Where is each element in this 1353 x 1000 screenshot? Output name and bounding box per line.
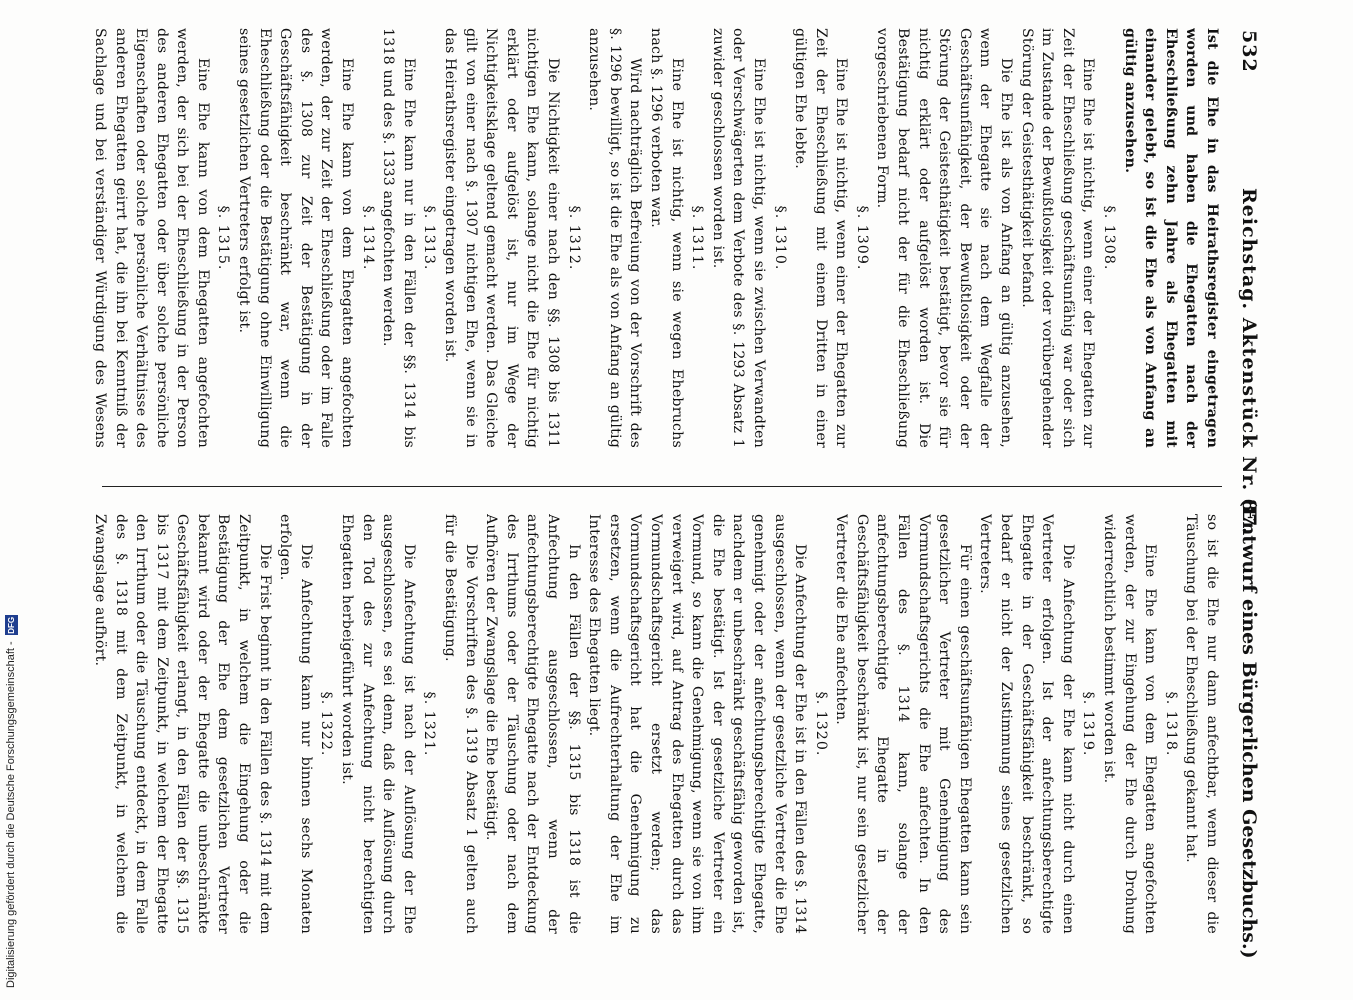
paragraph-heading: §. 1318. bbox=[1162, 691, 1179, 757]
text-paragraph: Eine Ehe ist nichtig, wenn einer der Ehegatten zur Zeit der Eheschließung mit einem Dritten in einer gültigen Ehe lebte. bbox=[792, 28, 850, 448]
digitization-credit bbox=[0, 604, 24, 988]
page-title: Reichstag. Aktenstück Nr. 87. bbox=[1238, 188, 1260, 535]
page-header bbox=[1226, 28, 1266, 988]
text-paragraph: Eine Ehe ist nichtig, wenn sie wegen Ehebruchs nach §. 1296 verboten war. bbox=[647, 28, 685, 448]
paragraph-heading: §. 1309. bbox=[853, 205, 870, 271]
paragraph-heading: §. 1313. bbox=[421, 205, 438, 271]
text-paragraph: Eine Ehe ist nichtig, wenn sie zwischen Verwandten oder Verschwägerten dem Verbote des §. 1293 Absatz 1 zuwider geschlossen worden ist. bbox=[709, 28, 767, 448]
text-paragraph: In den Fällen der §§. 1315 bis 1318 ist die Anfechtung ausgeschlossen, wenn der anfechtungsberechtigte Ehegatte nach der Entdeckung des Irrthums oder der Täuschung oder nach dem Aufhören der Zwangslage die Ehe bestätigt. bbox=[483, 514, 582, 934]
right-text-column bbox=[92, 514, 1222, 934]
page-subtitle: (Entwurf eines Bürgerlichen Gesetzbuchs.) bbox=[1238, 498, 1260, 959]
paragraph-heading: §. 1315. bbox=[215, 205, 232, 271]
text-paragraph: Eine Ehe kann von dem Ehegatten angefochten werden, der zur Eingehung der Ehe durch Drohung widerrechtlich bestimmt worden ist. bbox=[1101, 514, 1159, 934]
paragraph-heading: §. 1320. bbox=[812, 691, 829, 757]
text-paragraph: Die Anfechtung kann nur binnen sechs Monaten erfolgen. bbox=[277, 514, 314, 934]
paragraph-heading: §. 1311. bbox=[689, 205, 706, 271]
text-paragraph: Wird nachträglich Befreiung von der Vorschrift des §. 1296 bewilligt, so ist die Ehe als von Anfang an gültig anzusehen. bbox=[586, 28, 644, 448]
paragraph-heading: §. 1310. bbox=[771, 205, 788, 271]
paragraph-heading: §. 1319. bbox=[1080, 691, 1097, 757]
text-paragraph: Die Frist beginnt in den Fällen des §. 1314 mit dem Zeitpunkt, in welchem die Eingehung oder die Bestätigung der Ehe dem gesetzlichen Vertreter bekannt wird oder der Ehegatte die unbeschränkte Geschäftsfähigkeit erlangt, in den Fällen der §§. 1315 bis 1317 mit dem Zeitpunkt, in welchem der Ehegatte den Irrthum oder die Täuschung entdeckt, in dem Falle des §. 1318 mit dem Zeitpunkt, in welchem die Zwangslage aufhört. bbox=[92, 514, 273, 934]
text-paragraph: Die Anfechtung der Ehe kann nicht durch einen Vertreter erfolgen. Ist der anfechtungsberechtigte Ehegatte in der Geschäftsfähigkeit beschränkt, so bedarf er nicht der Zustimmung seines gesetzlichen Vertreters. bbox=[977, 514, 1076, 934]
text-paragraph: Eine Ehe kann von dem Ehegatten angefochten werden, der zur Zeit der Eheschließung oder im Falle des §. 1308 zur Zeit der Bestätigung in der Geschäftsfähigkeit beschränkt war, wenn die Eheschließung oder die Bestätigung ohne Einwilligung seines gesetzlichen Vertreters erfolgt ist. bbox=[236, 28, 356, 448]
text-paragraph: Eine Ehe kann nur in den Fällen der §§. 1314 bis 1318 und des §. 1333 angefochten werden. bbox=[380, 28, 417, 448]
text-paragraph: Die Ehe ist als von Anfang an gültig anzusehen, wenn der Ehegatte sie nach dem Wegfalle der Geschäftsunfähigkeit, der Bewußtlosigkeit oder der Störung der Geistesthätigkeit bestätigt, bevor sie für nichtig erklärt oder aufgelöst worden ist. Die Bestätigung bedarf nicht der für die Eheschließung vorgeschriebenen Form. bbox=[874, 28, 1015, 448]
text-paragraph: Die Vorschriften des §. 1319 Absatz 1 gelten auch für die Bestätigung. bbox=[442, 514, 479, 934]
text-paragraph: Die Anfechtung ist nach der Auflösung der Ehe ausgeschlossen, es sei denn, daß die Auflösung durch den Tod des zur Anfechtung nicht berechtigten Ehegatten herbeigeführt worden ist. bbox=[339, 514, 417, 934]
text-paragraph: Ist die Ehe in das Heirathsregister eingetragen worden und haben die Ehegatten nach der Eheschließung zehn Jahre als Ehegatten mit einander gelebt, so ist die Ehe als von Anfang an gültig anzusehen. bbox=[1121, 28, 1220, 448]
column-divider bbox=[102, 486, 1222, 487]
paragraph-heading: §. 1321. bbox=[421, 691, 438, 757]
rotated-page-content bbox=[86, 28, 1266, 988]
paragraph-heading: §. 1314. bbox=[359, 205, 376, 271]
paragraph-heading: §. 1308. bbox=[1101, 205, 1118, 271]
text-paragraph: Eine Ehe kann von dem Ehegatten angefochten werden, der sich bei der Eheschließung in der Person des anderen Ehegatten oder über solche persönliche Eigenschaften oder solche persönliche Verhältnisse des anderen Ehegatten geirrt hat, die ihn bei Kenntniß der Sachlage und bei verständiger Würdigung des Wesens bbox=[92, 28, 211, 448]
text-paragraph: Die Anfechtung der Ehe ist in den Fällen des §. 1314 ausgeschlossen, wenn der gesetzliche Vertreter die Ehe genehmigt oder der anfechtungsberechtigte Ehegatte, nachdem er unbeschränkt geschäftsfähig geworden ist, die Ehe bestätigt. Ist der gesetzliche Vertreter ein Vormund, so kann die Genehmigung, wenn sie von ihm verweigert wird, auf Antrag des Ehegatten durch das Vormundschaftsgericht ersetzt werden; das Vormundschaftsgericht hat die Genehmigung zu ersetzen, wenn die Aufrechterhaltung der Ehe im Interesse des Ehegatten liegt. bbox=[586, 514, 809, 934]
text-paragraph: Für einen geschäftsunfähigen Ehegatten kann sein gesetzlicher Vertreter mit Genehmigung des Vormundschaftsgerichts die Ehe anfechten. In den Fällen des §. 1314 kann, solange der anfechtungsberechtigte Ehegatte in der Geschäftsfähigkeit beschränkt ist, nur sein gesetzlicher Vertreter die Ehe anfechten. bbox=[833, 514, 973, 934]
text-paragraph: so ist die Ehe nur dann anfechtbar, wenn dieser die Täuschung bei der Eheschließung gekannt hat. bbox=[1183, 514, 1220, 934]
text-paragraph: Die Nichtigkeit einer nach den §§. 1308 bis 1311 nichtigen Ehe kann, solange nicht die Ehe für nichtig erklärt oder aufgelöst ist, nur im Wege der Nichtigkeitsklage geltend gemacht werden. Das Gleiche gilt von einer nach §. 1307 nichtigen Ehe, wenn sie in das Heirathsregister eingetragen worden ist. bbox=[442, 28, 561, 448]
text-paragraph: Eine Ehe ist nichtig, wenn einer der Ehegatten zur Zeit der Eheschließung geschäftsunfähig war oder sich im Zustande der Bewußtlosigkeit oder vorübergehender Störung der Geistesthätigkeit befand. bbox=[1018, 28, 1097, 448]
page-number: 532 bbox=[1238, 30, 1260, 73]
credit-text: Digitalisierung gefördert durch die Deutsche Forschungsgemeinschaft - bbox=[5, 641, 17, 988]
dfg-logo: DFG bbox=[6, 616, 16, 634]
paragraph-heading: §. 1322. bbox=[318, 691, 335, 757]
left-text-column bbox=[92, 28, 1222, 448]
paragraph-heading: §. 1312. bbox=[565, 205, 582, 271]
